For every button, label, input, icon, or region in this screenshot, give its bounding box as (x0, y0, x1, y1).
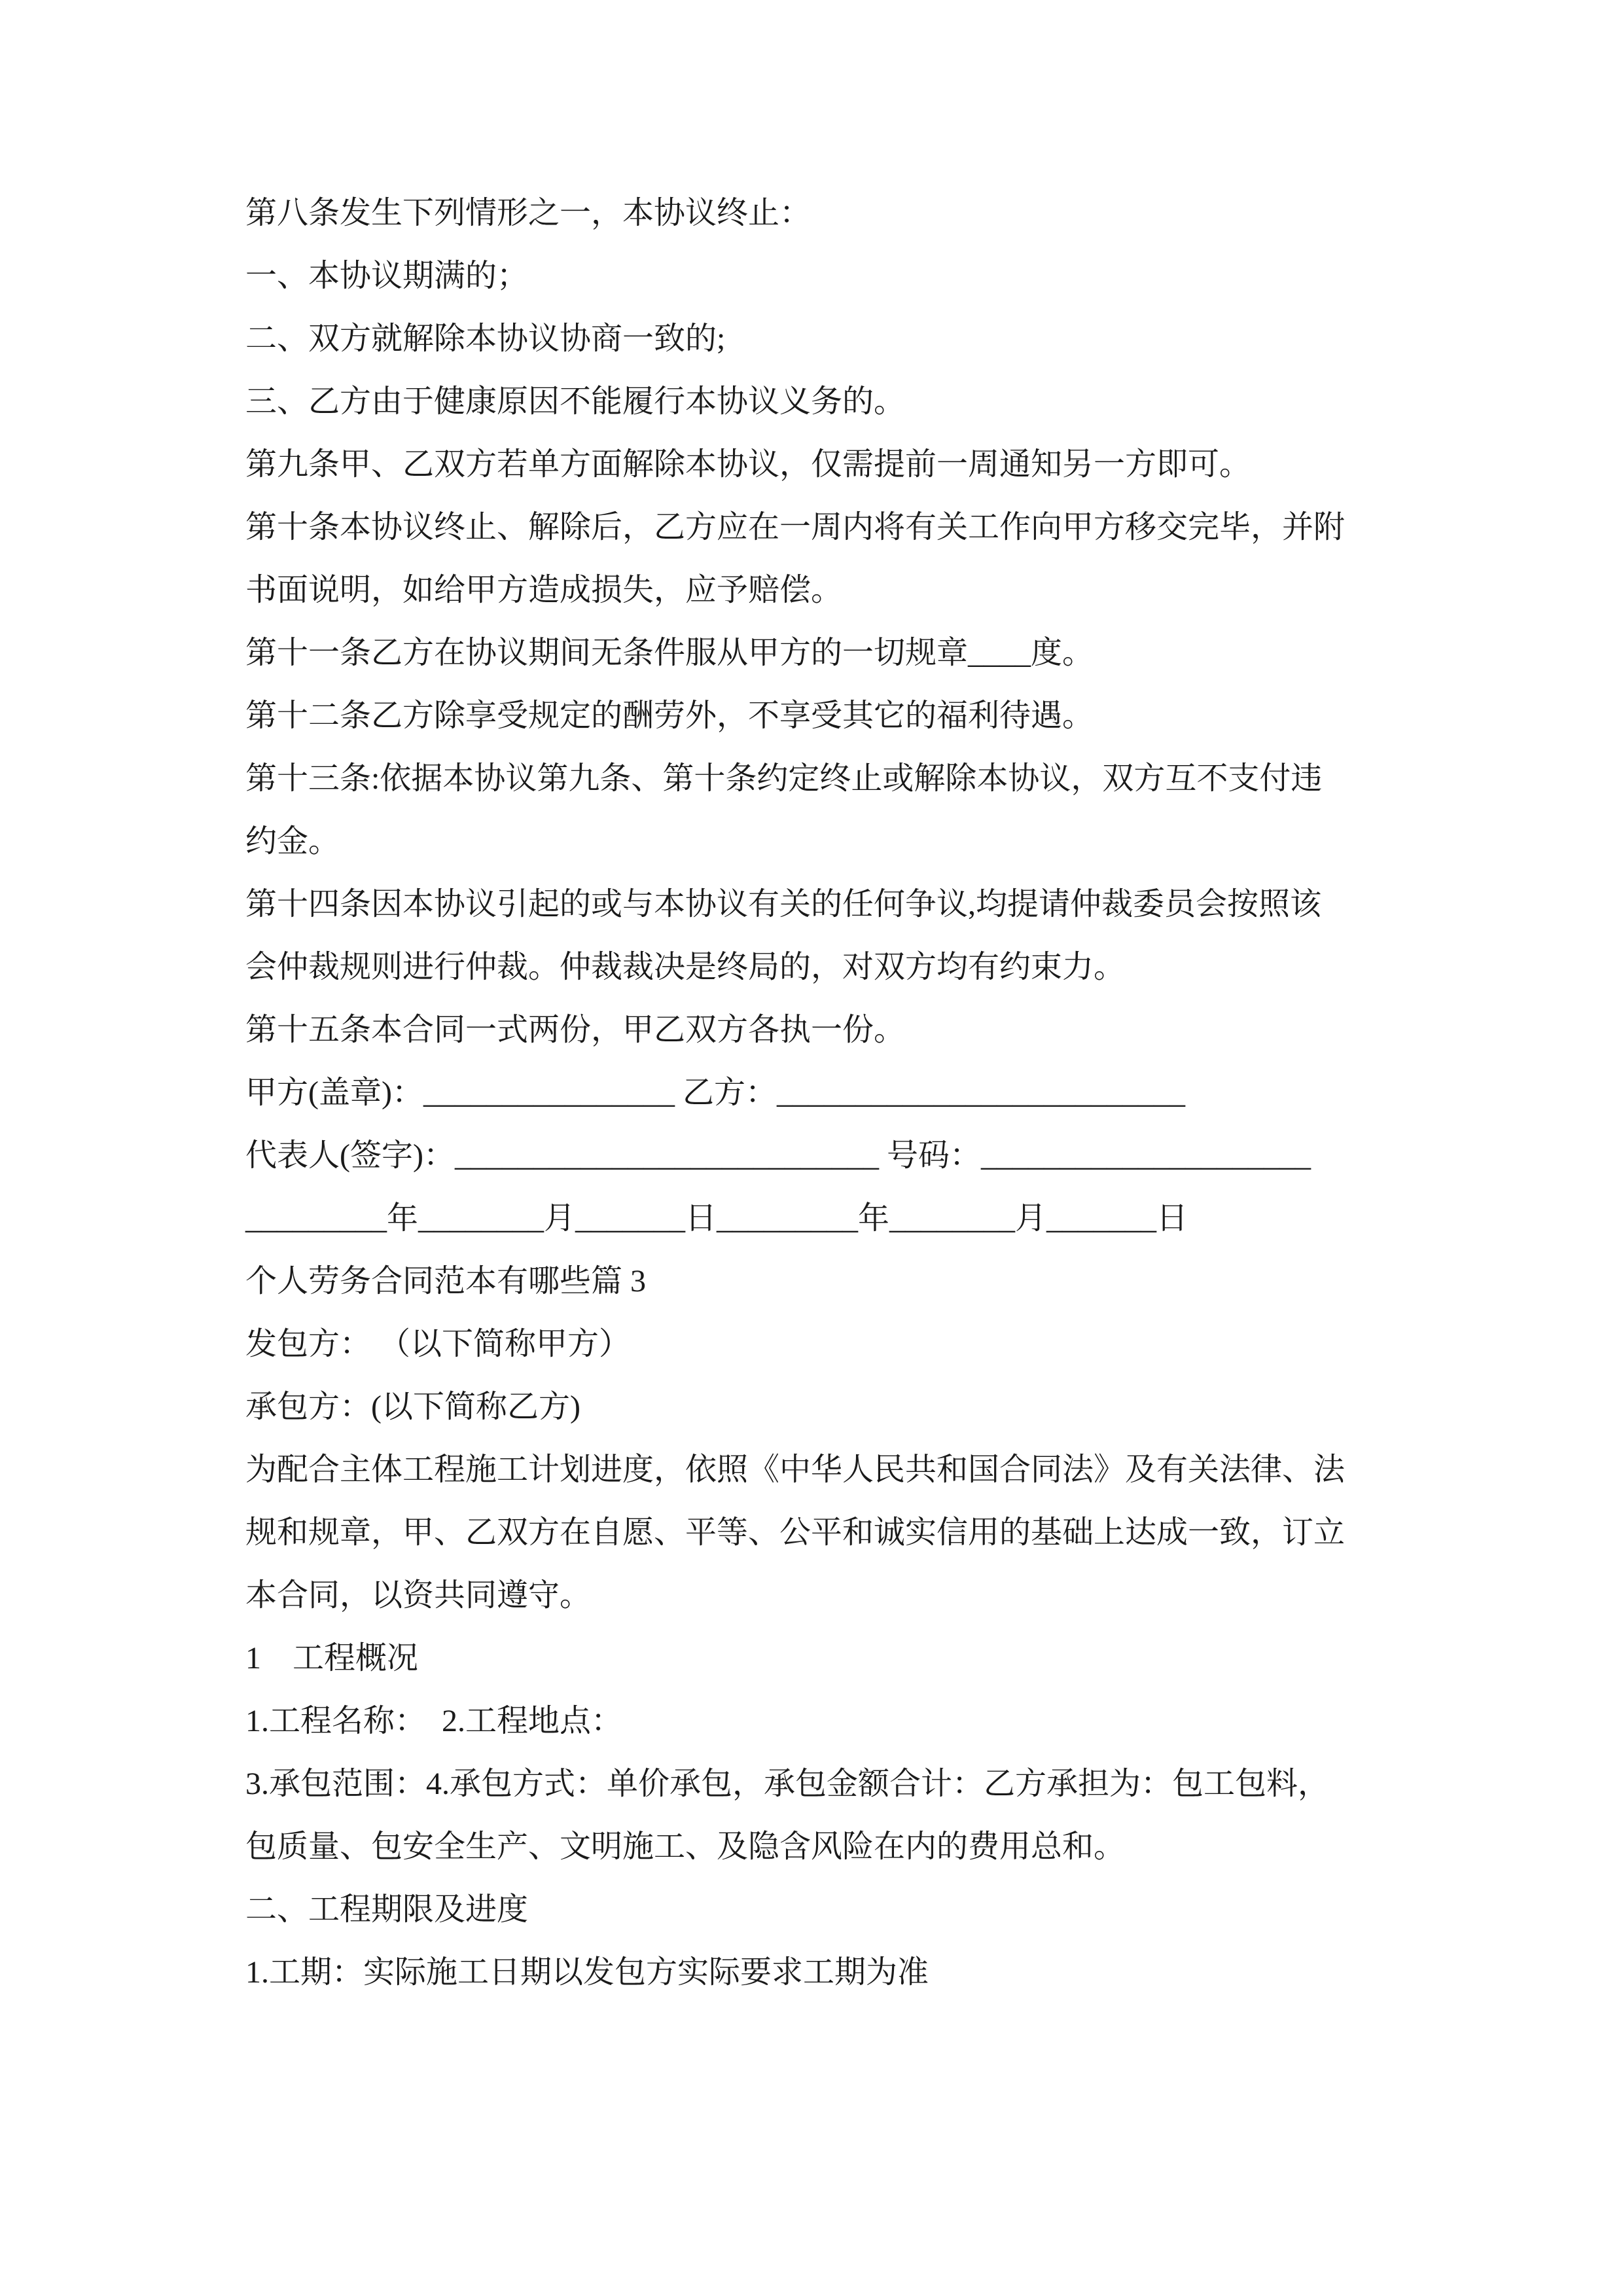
paragraph: 发包方： （以下简称甲方） (245, 1327, 631, 1361)
paragraph: 为配合主体工程施工计划进度，依照《中华人民共和国合同法》及有关法律、法规和规章，甲、乙双方在自愿、平等、公平和诚实信用的基础上达成一致，订立本合同，以资共同遵守。 (245, 1452, 1346, 1613)
paragraph: 一、本协议期满的； (245, 259, 529, 293)
paragraph: 第九条甲、乙双方若单方面解除本协议，仅需提前一周通知另一方即可。 (245, 447, 1251, 482)
paragraph: 二、工程期限及进度 (245, 1892, 529, 1927)
paragraph: 第十五条本合同一式两份，甲乙双方各执一份。 (245, 1013, 906, 1047)
paragraph: 第八条发生下列情形之一，本协议终止： (245, 196, 812, 230)
paragraph: 个人劳务合同范本有哪些篇 3 (245, 1264, 647, 1299)
paragraph: 第十四条因本协议引起的或与本协议有关的任何争议,均提请仲裁委员会按照该会仲裁规则进行仲裁。仲裁裁决是终局的，对双方均有约束力。 (245, 887, 1322, 984)
paragraph: 第十三条:依据本协议第九条、第十条约定终止或解除本协议，双方互不支付违约金。 (245, 761, 1323, 859)
paragraph: 1.工程名称： 2.工程地点： (245, 1704, 623, 1738)
paragraph: 三、乙方由于健康原因不能履行本协议义务的。 (245, 384, 906, 419)
paragraph: 二、双方就解除本协议协商一致的; (245, 321, 726, 356)
paragraph: 1.工期：实际施工日期以发包方实际要求工期为准 (245, 1955, 929, 1990)
paragraph: _________年________月_______日_________年________月_______日 (245, 1201, 1188, 1236)
paragraph: 代表人(签字)：___________________________ 号码：_____________________ (245, 1138, 1311, 1173)
paragraph: 1 工程概况 (245, 1641, 419, 1676)
paragraph: 第十一条乙方在协议期间无条件服从甲方的一切规章____度。 (245, 636, 1094, 670)
paragraph: 承包方：(以下简称乙方) (245, 1390, 580, 1424)
paragraph: 甲方(盖章)：________________ 乙方：__________________________ (245, 1075, 1185, 1110)
paragraph: 3.承包范围：4.承包方式：单价承包，承包金额合计：乙方承担为：包工包料，包质量、包安全生产、文明施工、及隐含风险在内的费用总和。 (245, 1767, 1330, 1864)
paragraph: 第十二条乙方除享受规定的酬劳外，不享受其它的福利待遇。 (245, 698, 1094, 733)
paragraph: 第十条本协议终止、解除后，乙方应在一周内将有关工作向甲方移交完毕，并附书面说明，如给甲方造成损失，应予赔偿。 (245, 510, 1346, 607)
